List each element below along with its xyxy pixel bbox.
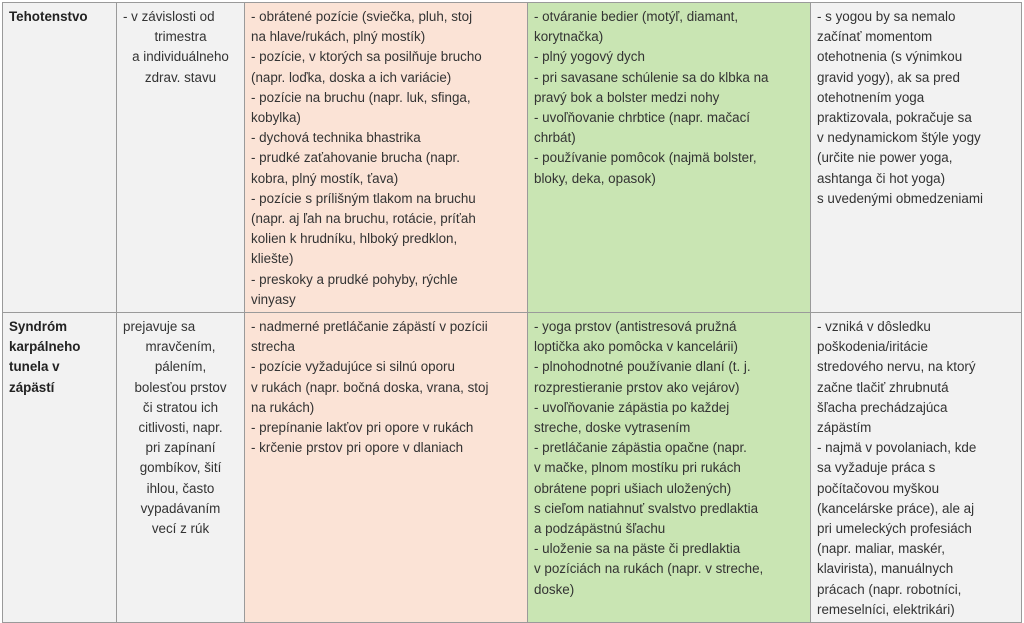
list-item: - otváranie bedier (motýľ, diamant, (534, 9, 739, 24)
list-item: poškodenia/iritácie (817, 339, 928, 355)
description-cell (117, 3, 245, 313)
list-item: v mačke, plnom mostíku pri rukách (534, 460, 741, 476)
list-item: (kancelárske práce), ale aj (817, 500, 975, 516)
list-item: (napr. maliar, maskér, (817, 541, 946, 557)
list-item: - uvoľňovanie zápästia po každej (534, 399, 730, 415)
list-item: otehotnenia (s výnimkou (817, 49, 963, 65)
description-line: a individuálneho (132, 49, 229, 65)
description-line: pálením, (154, 359, 207, 375)
list-item: zápästím (817, 420, 872, 436)
list-item: rozprestieranie prstov ako vejárov) (534, 379, 740, 395)
description-line: ihlou, často (146, 480, 215, 496)
list-item: remeselníci, elektrikári) (817, 601, 955, 617)
description-line: - v závislosti od (123, 9, 215, 24)
list-item: začne tlačiť zhrubnutá (817, 379, 949, 395)
condition-cell (3, 3, 117, 313)
list-item: v rukách (napr. bočná doska, vrana, stoj (251, 379, 489, 395)
list-item: bloky, deka, opasok) (534, 170, 656, 186)
condition-name-line: Syndróm (9, 319, 68, 335)
list-item: a podzápästnú šľachu (534, 521, 666, 537)
description-line: vypadávaním (140, 500, 221, 516)
description-line: citlivosti, napr. (138, 420, 223, 436)
list-item: - pozície na bruchu (napr. luk, sfinga, (251, 89, 471, 105)
list-item: (napr. loďka, doska a ich variácie) (251, 69, 452, 85)
contraindicated-cell (245, 313, 528, 623)
list-item: loptička ako pomôcka v kancelárii) (534, 339, 738, 355)
list-item: - pozície, v ktorých sa posilňuje brucho (251, 49, 482, 65)
list-item: začínať momentom (817, 29, 933, 45)
condition-name-line: karpálneho (9, 339, 81, 355)
list-item: na rukách) (251, 399, 315, 415)
list-item: počítačovou myškou (817, 480, 940, 496)
description-line: vecí z rúk (151, 521, 210, 537)
list-item: - uvoľňovanie chrbtice (napr. mačací (534, 110, 751, 126)
list-item: - prudké zaťahovanie brucha (napr. (251, 150, 460, 166)
yoga-conditions-table (2, 2, 1022, 623)
list-item: strecha (251, 339, 295, 355)
list-item: - plnohodnotné používanie dlaní (t. j. (534, 359, 751, 375)
list-item: na hlave/rukách, plný mostík) (251, 29, 426, 45)
list-item: otehotnením yoga (817, 89, 925, 105)
list-item: - nadmerné pretláčanie zápästí v pozícii (251, 319, 488, 335)
contraindicated-cell (245, 3, 528, 313)
list-item: sa vyžaduje práca s (817, 460, 936, 476)
list-item: stredového nervu, na ktorý (817, 359, 976, 375)
list-item: - prepínanie lakťov pri opore v rukách (251, 420, 474, 436)
condition-name: Tehotenstvo (9, 9, 88, 24)
list-item: obrátene popri ušiach uložených) (534, 480, 732, 496)
list-item: chrbát) (534, 130, 576, 146)
list-item: - pri savasane schúlenie sa do klbka na (534, 69, 769, 85)
list-item: pri umeleckých profesiách (817, 521, 972, 537)
list-item: korytnačka) (534, 29, 604, 45)
table-row (3, 3, 1022, 313)
list-item: - pozície vyžadujúce si silnú oporu (251, 359, 455, 375)
description-line: gombíkov, šití (139, 460, 222, 476)
list-item: - vzniká v dôsledku (817, 319, 931, 335)
list-item: doske) (534, 581, 575, 597)
list-item: gravid yogy), ak sa pred (817, 69, 960, 85)
list-item: praktizovala, pokračuje sa (817, 110, 972, 126)
list-item: - s yogou by sa nemalo (817, 9, 956, 24)
list-item: - plný yogový dych (534, 49, 645, 65)
list-item: streche, doske vytrasením (534, 420, 691, 436)
description-cell (117, 313, 245, 623)
list-item: - obrátené pozície (sviečka, pluh, stoj (251, 9, 473, 24)
list-item: - dychová technika bhastrika (251, 130, 421, 146)
condition-name-line: tunela v (9, 359, 60, 375)
recommended-cell (528, 313, 811, 623)
list-item: - používanie pomôcok (najmä bolster, (534, 150, 757, 166)
condition-name-line: zápästí (9, 379, 55, 395)
notes-cell (811, 313, 1022, 623)
condition-cell (3, 313, 117, 623)
list-item: - krčenie prstov pri opore v dlaniach (251, 440, 464, 456)
list-item: ashtanga či hot yoga) (817, 170, 946, 186)
list-item: vinyasy (251, 291, 296, 307)
list-item: - preskoky a prudké pohyby, rýchle (251, 271, 458, 287)
list-item: kliešte) (251, 251, 294, 267)
list-item: (napr. aj ľah na bruchu, rotácie, príťah (251, 211, 476, 227)
table-row (3, 313, 1022, 623)
list-item: kolien k hrudníku, hlboký predklon, (251, 231, 458, 247)
description-line: mravčením, (145, 339, 216, 355)
list-item: v pozíciách na rukách (napr. v streche, (534, 561, 764, 577)
list-item: - najmä v povolaniach, kde (817, 440, 977, 456)
description-line: trimestra (154, 29, 207, 45)
list-item: klavirista), manuálnych (817, 561, 954, 577)
list-item: - pozície s prílišným tlakom na bruchu (251, 190, 476, 206)
description-line: či stratou ich (142, 399, 219, 415)
list-item: šľacha prechádzajúca (817, 399, 948, 415)
description-line: pri zapínaní (145, 440, 216, 456)
list-item: - yoga prstov (antistresová pružná (534, 319, 737, 335)
description-line: prejavuje sa (123, 319, 196, 335)
recommended-cell (528, 3, 811, 313)
list-item: v nedynamickom štýle yogy (817, 130, 981, 146)
list-item: kobra, plný mostík, ťava) (251, 170, 399, 186)
list-item: prácach (napr. robotníci, (817, 581, 962, 597)
list-item: - pretláčanie zápästia opačne (napr. (534, 440, 747, 456)
description-line: zdrav. stavu (144, 69, 217, 85)
list-item: s uvedenými obmedzeniami (817, 190, 983, 206)
list-item: pravý bok a bolster medzi nohy (534, 89, 720, 105)
notes-cell (811, 3, 1022, 313)
list-item: s cieľom natiahnuť svalstvo predlaktia (534, 500, 759, 516)
description-line: bolesťou prstov (134, 379, 227, 395)
list-item: kobylka) (251, 110, 301, 126)
list-item: - uloženie sa na päste či predlaktia (534, 541, 741, 557)
list-item: (určite nie power yoga, (817, 150, 953, 166)
